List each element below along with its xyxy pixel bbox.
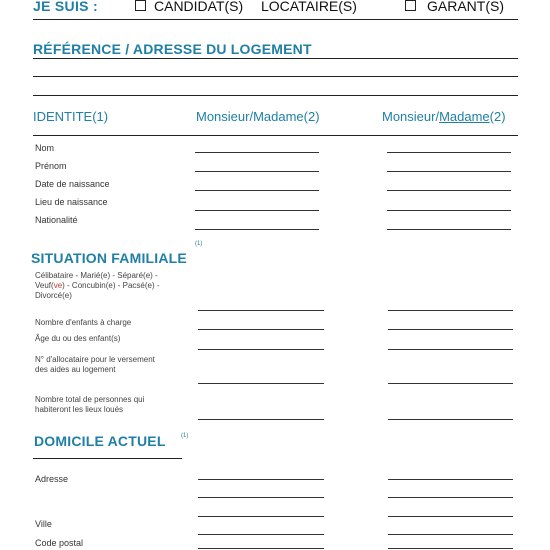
domicile-underline — [33, 458, 182, 459]
children-age-input-2[interactable] — [388, 349, 513, 350]
code-postal-input-2[interactable] — [388, 548, 513, 549]
nom-input-1[interactable] — [195, 152, 319, 153]
status-line-2-a: Veuf( — [35, 281, 54, 290]
field-label-nom: Nom — [35, 143, 55, 153]
ville-input-2[interactable] — [388, 534, 513, 535]
lieu-naissance-input-1[interactable] — [195, 210, 319, 211]
je-suis-label: JE SUIS : — [33, 0, 98, 14]
reference-line-1[interactable] — [33, 58, 518, 59]
reference-line-3[interactable] — [33, 95, 518, 96]
allocataire-input-1[interactable] — [198, 383, 324, 384]
total-persons-line-1: Nombre total de personnes qui — [35, 395, 145, 404]
adresse-input-1a[interactable] — [198, 479, 324, 480]
locataire-label: LOCATAIRE(S) — [261, 0, 357, 14]
nationalite-input-1[interactable] — [195, 229, 319, 230]
total-persons-input-2[interactable] — [388, 419, 513, 420]
code-postal-input-1[interactable] — [198, 548, 324, 549]
situation-sup: (1) — [195, 241, 203, 247]
situation-status-input-1[interactable] — [198, 310, 324, 311]
column-header-1: Monsieur/Madame(2) — [196, 109, 320, 124]
allocataire-line-1: N° d'allocataire pour le versement — [35, 355, 155, 364]
field-label-date-naissance: Date de naissance — [35, 179, 110, 189]
total-persons-input-1[interactable] — [198, 419, 324, 420]
children-age-input-1[interactable] — [198, 349, 324, 350]
identite-title: IDENTITE(1) — [33, 109, 109, 124]
adresse-input-2a[interactable] — [388, 479, 513, 480]
ville-label: Ville — [35, 519, 52, 529]
column-header-2-suffix: (2) — [489, 109, 506, 124]
lieu-naissance-input-2[interactable] — [387, 210, 511, 211]
children-count-input-2[interactable] — [388, 329, 513, 330]
reference-line-2[interactable] — [33, 76, 518, 77]
nationalite-input-2[interactable] — [387, 229, 511, 230]
children-age-label: Âge du ou des enfant(s) — [35, 334, 121, 343]
status-line-2-b: ve — [53, 281, 63, 290]
domicile-sup: (1) — [181, 433, 189, 439]
garant-checkbox[interactable] — [405, 0, 416, 11]
column-header-2 — [382, 109, 506, 124]
garant-label: GARANT(S) — [427, 0, 504, 14]
total-persons-line-2: habiteront les lieux loués — [35, 405, 124, 414]
children-count-input-1[interactable] — [198, 329, 324, 330]
nom-input-2[interactable] — [387, 152, 511, 153]
column-header-2-underlined: Madame — [439, 109, 490, 124]
candidat-label: CANDIDAT(S) — [154, 0, 244, 14]
date-naissance-input-1[interactable] — [195, 190, 319, 191]
field-label-nationalite: Nationalité — [35, 215, 78, 225]
situation-title: SITUATION FAMILIALE — [31, 250, 187, 266]
allocataire-input-2[interactable] — [388, 383, 513, 384]
header-divider — [33, 19, 518, 20]
column-header-2-prefix: Monsieur/ — [382, 109, 440, 124]
adresse-label: Adresse — [35, 474, 69, 484]
status-line-1: Célibataire - Marié(e) - Séparé(e) - — [35, 271, 158, 280]
prenom-input-2[interactable] — [387, 171, 511, 172]
field-label-prenom: Prénom — [35, 161, 67, 171]
adresse-input-2c[interactable] — [388, 516, 513, 517]
candidat-locataire-checkbox[interactable] — [135, 0, 146, 11]
adresse-input-2b[interactable] — [388, 497, 513, 498]
allocataire-label — [35, 355, 155, 375]
field-label-lieu-naissance: Lieu de naissance — [35, 197, 108, 207]
ville-input-1[interactable] — [198, 534, 324, 535]
reference-title: RÉFÉRENCE / ADRESSE DU LOGEMENT — [33, 41, 312, 57]
identite-divider — [33, 135, 518, 136]
adresse-input-1c[interactable] — [198, 516, 324, 517]
status-options[interactable] — [35, 271, 195, 301]
allocataire-line-2: des aides au logement — [35, 365, 116, 374]
code-postal-label: Code postal — [35, 538, 84, 548]
status-line-3: Divorcé(e) — [35, 291, 72, 300]
adresse-input-1b[interactable] — [198, 497, 324, 498]
status-line-2-c: ) - Concubin(e) - Pacsé(e) - — [62, 281, 160, 290]
total-persons-label — [35, 395, 144, 415]
prenom-input-1[interactable] — [195, 171, 319, 172]
children-count-label: Nombre d'enfants à charge — [35, 318, 132, 327]
situation-status-input-2[interactable] — [388, 310, 513, 311]
status-line-2 — [35, 281, 195, 291]
date-naissance-input-2[interactable] — [387, 190, 511, 191]
domicile-title: DOMICILE ACTUEL — [34, 433, 166, 449]
